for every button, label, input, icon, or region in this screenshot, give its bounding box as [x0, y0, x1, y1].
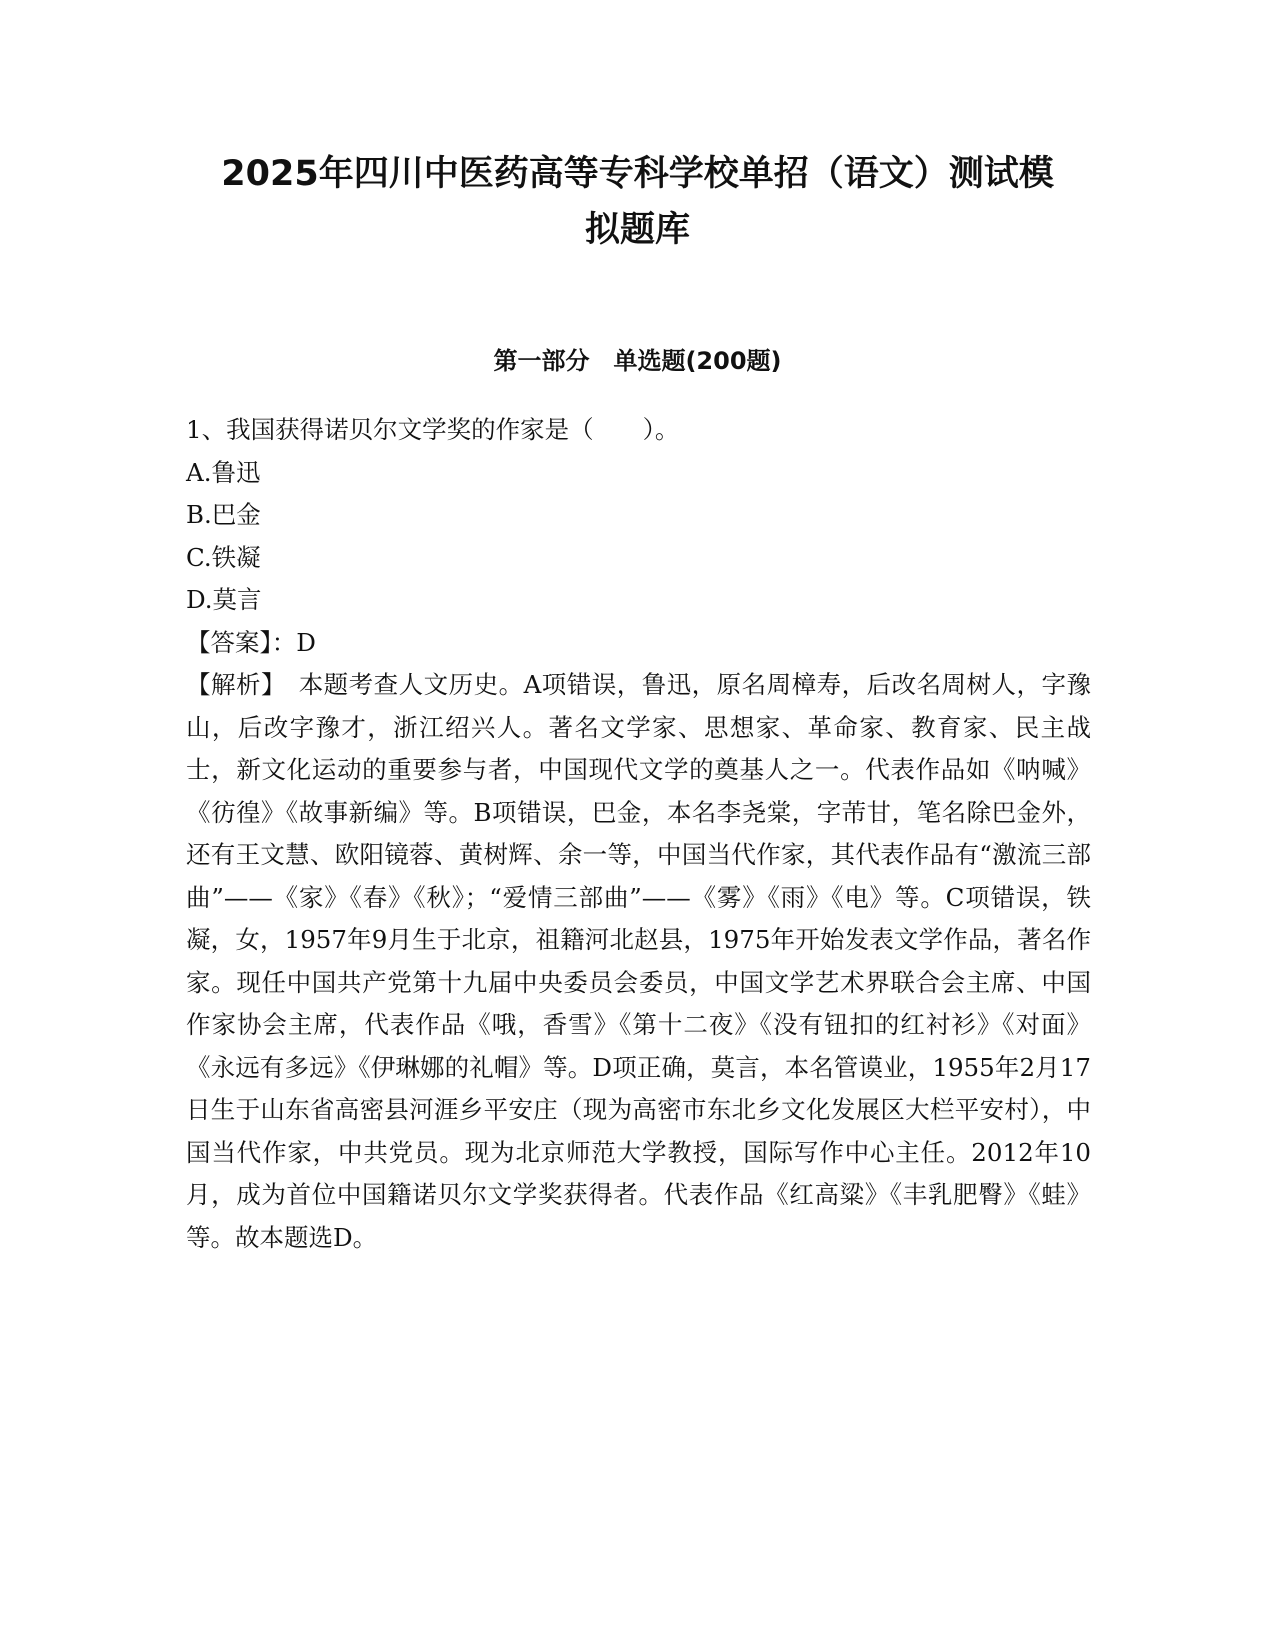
section-heading: 第一部分 单选题(200题) — [493, 347, 782, 375]
option-d: D.莫言 — [186, 585, 262, 614]
explanation-paragraph — [186, 664, 1091, 1259]
document-title-line-1: 2025年四川中医药高等专科学校单招（语文）测试模 — [221, 154, 1054, 194]
answer-line — [186, 622, 1091, 665]
option-b: B.巴金 — [186, 500, 261, 529]
answer-label: 【答案】： — [186, 627, 297, 657]
question-stem: 1、我国获得诺贝尔文学奖的作家是（ ）。 — [186, 415, 680, 444]
option-a: A.鲁迅 — [186, 457, 261, 487]
explanation-label: 【解析】 — [186, 670, 274, 699]
document-title — [150, 146, 1125, 258]
answer-value: D — [296, 627, 316, 657]
question-block — [186, 409, 1091, 1259]
document-title-line-2: 拟题库 — [584, 210, 690, 250]
explanation-text: 本题考查人文历史。A项错误，鲁迅，原名周樟寿，后改名周树人，字豫山，后改字豫才，浙江绍兴人。著名文学家、思想家、革命家、教育家、民主战士，新文化运动的重要参与者，中国现代文学的奠基人之一。代表作品如《呐喊》《彷徨》《故事新编》等。B项错误，巴金，本名李尧棠，字芾甘，笔名除巴金外，还有王文慧、欧阳镜蓉、黄树辉、余一等，中国当代作家，其代表作品有“激流三部曲”——《家》《春》《秋》；“爱情三部曲”——《雾》《雨》《电》等。C项错误，铁凝，女，1957年9月生于北京，祖籍河北赵县，1975年开始发表文学作品，著名作家。现任中国共产党第十九届中央委员会委员，中国文学艺术界联合会主席、中国作家协会主席，代表作品《哦，香雪》《第十二夜》《没有钮扣的红衬衫》《对面》《永远有多远》《伊琳娜的礼帽》等。D项正确，莫言，本名管谟业，1955年2月17日生于山东省高密县河涯乡平安庄（现为高密市东北乡文化发展区大栏平安村），中国当代作家，中共党员。现为北京师范大学教授，国际写作中心主任。2012年10月，成为首位中国籍诺贝尔文学奖获得者。代表作品《红高粱》《丰乳肥臀》《蛙》等。故本题选D。 — [186, 670, 1091, 1252]
option-c: C.铁凝 — [186, 542, 261, 572]
